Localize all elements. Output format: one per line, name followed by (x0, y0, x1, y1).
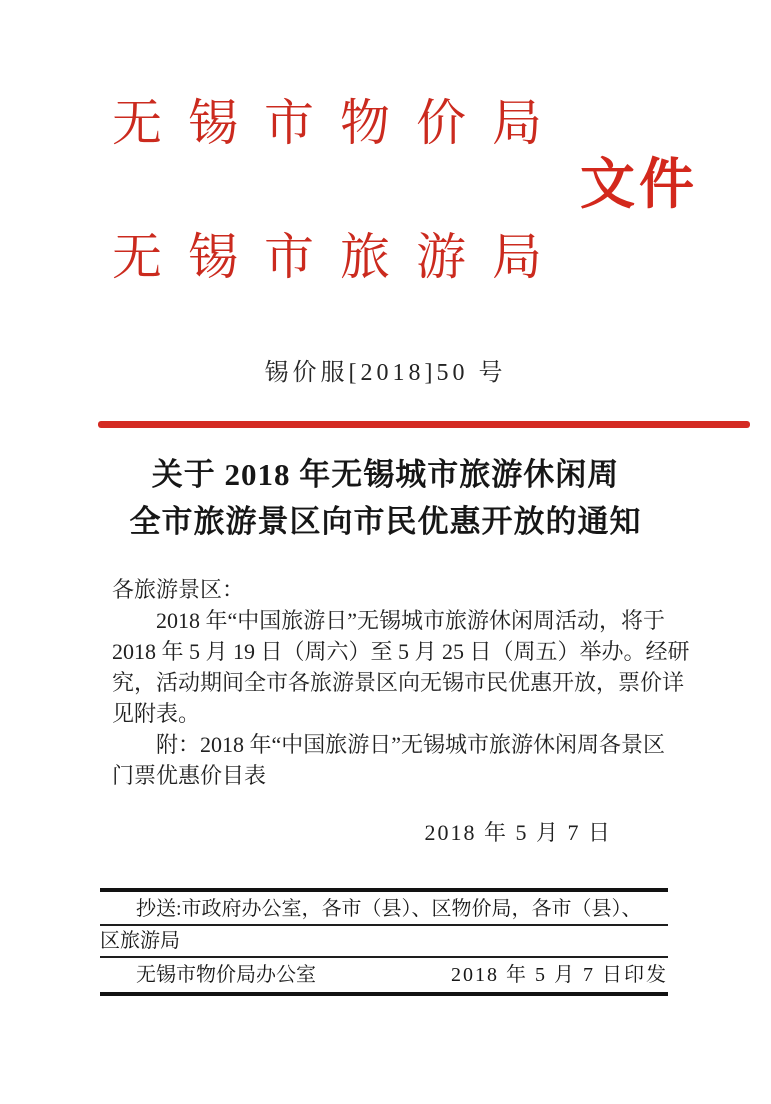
notice-title (85, 451, 686, 545)
issuer-tourism-bureau: 无锡市旅游局 (112, 229, 568, 285)
document-number: 锡价服[2018]50 号 (264, 360, 507, 386)
paragraph-attachment (112, 729, 672, 791)
notice-title-line2: 全市旅游景区向市民优惠开放的通知 (129, 504, 642, 539)
document-body (112, 574, 690, 848)
cc-list-line1: 抄送:市政府办公室，各市（县）、区物价局，各市（县）、 (100, 892, 668, 926)
paragraph-attachment-line2: 门票优惠价目表 (112, 763, 267, 788)
print-info-row (100, 958, 668, 996)
paragraph-attachment-line1: 附：2018 年“中国旅游日”无锡城市旅游休闲周各景区 (156, 732, 666, 757)
salutation: 各旅游景区： (112, 577, 245, 602)
signature-date: 2018 年 5 月 7 日 (424, 820, 612, 845)
paragraph-main-line3: 究，活动期间全市各旅游景区向无锡市民优惠开放，票价详 (112, 670, 685, 695)
notice-title-line1: 关于 2018 年无锡城市旅游休闲周 (151, 457, 620, 492)
red-divider-line (98, 421, 750, 428)
doc-type-label: 文件 (580, 154, 699, 215)
issuing-office: 无锡市物价局办公室 (136, 964, 316, 986)
paragraph-main-line1: 2018 年“中国旅游日”无锡城市旅游休闲周活动，将于 (156, 608, 666, 633)
paragraph-main-line4: 见附表。 (112, 701, 201, 726)
issuer-price-bureau: 无锡市物价局 (112, 95, 568, 151)
document-footer (100, 888, 668, 996)
paragraph-main-line2: 2018 年 5 月 19 日（周六）至 5 月 25 日（周五）举办。经研 (112, 639, 690, 664)
paragraph-main (112, 605, 690, 729)
cc-list-line2: 区旅游局 (100, 926, 668, 958)
print-date: 2018 年 5 月 7 日印发 (451, 964, 668, 986)
